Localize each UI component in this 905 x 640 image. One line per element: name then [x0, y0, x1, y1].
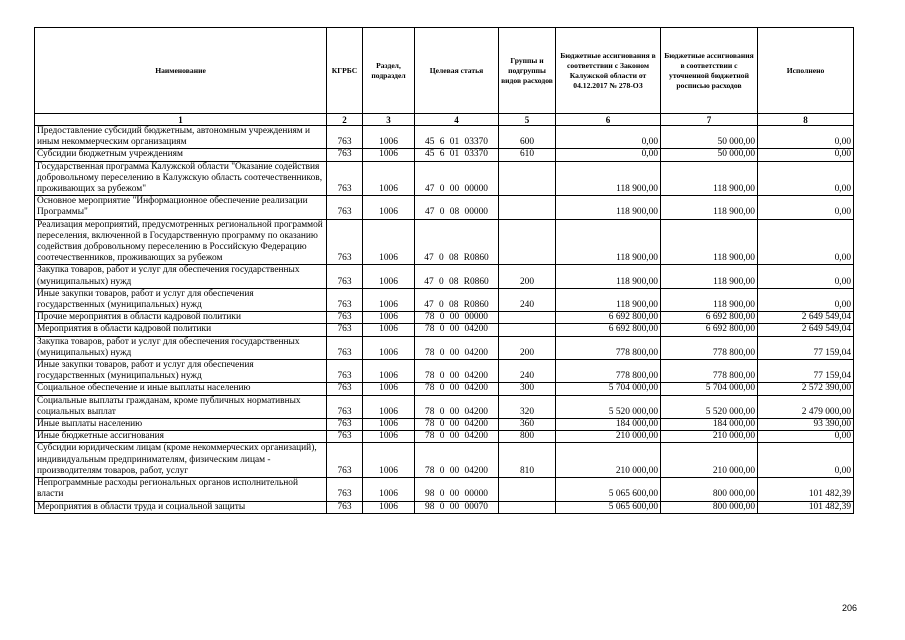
cell-kgrbs: 763 — [327, 149, 363, 161]
column-number: 4 — [415, 114, 499, 126]
cell-target: 78 0 00 04200 — [415, 419, 499, 431]
cell-target: 78 0 00 04200 — [415, 443, 499, 478]
cell-executed: 2 649 549,04 — [758, 312, 854, 324]
cell-budget-refined: 778 800,00 — [661, 360, 758, 383]
cell-budget-refined: 5 520 000,00 — [661, 395, 758, 418]
cell-budget-refined: 50 000,00 — [661, 126, 758, 149]
cell-executed: 77 159,04 — [758, 360, 854, 383]
table-row — [35, 478, 854, 501]
cell-budget-refined: 210 000,00 — [661, 443, 758, 478]
cell-name: Реализация мероприятий, предусмотренных региональной программой переселения, включенной в Государственную программу по оказанию содействия добровольному переселению в Российскую Федерацию соотечественников, проживающих за рубежом — [35, 219, 327, 265]
cell-section: 1006 — [363, 478, 415, 501]
cell-section: 1006 — [363, 360, 415, 383]
cell-target: 47 0 08 R0860 — [415, 288, 499, 311]
table-row — [35, 196, 854, 219]
cell-budget-law: 118 900,00 — [556, 161, 661, 196]
table-row — [35, 360, 854, 383]
cell-executed: 77 159,04 — [758, 336, 854, 359]
cell-budget-law: 6 692 800,00 — [556, 312, 661, 324]
cell-executed: 101 482,39 — [758, 478, 854, 501]
cell-name: Прочие мероприятия в области кадровой политики — [35, 312, 327, 324]
table-row — [35, 395, 854, 418]
cell-target: 47 0 08 00000 — [415, 196, 499, 219]
cell-budget-law: 5 704 000,00 — [556, 383, 661, 395]
table-row — [35, 431, 854, 443]
cell-target: 78 0 00 04200 — [415, 395, 499, 418]
cell-section: 1006 — [363, 126, 415, 149]
cell-budget-law: 118 900,00 — [556, 288, 661, 311]
cell-group — [499, 219, 556, 265]
header-group: Группы и подгруппы видов расходов — [499, 28, 556, 114]
cell-executed: 0,00 — [758, 219, 854, 265]
cell-target: 78 0 00 04200 — [415, 431, 499, 443]
cell-budget-law: 0,00 — [556, 149, 661, 161]
cell-budget-law: 778 800,00 — [556, 336, 661, 359]
cell-budget-refined: 184 000,00 — [661, 419, 758, 431]
cell-name: Мероприятия в области кадровой политики — [35, 324, 327, 336]
cell-group: 800 — [499, 431, 556, 443]
header-executed: Исполнено — [758, 28, 854, 114]
cell-section: 1006 — [363, 443, 415, 478]
cell-group — [499, 312, 556, 324]
table-row — [35, 501, 854, 513]
cell-budget-refined: 6 692 800,00 — [661, 324, 758, 336]
cell-section: 1006 — [363, 324, 415, 336]
cell-group: 200 — [499, 265, 556, 288]
cell-name: Иные выплаты населению — [35, 419, 327, 431]
cell-section: 1006 — [363, 312, 415, 324]
cell-group — [499, 478, 556, 501]
cell-name: Социальные выплаты гражданам, кроме публичных нормативных социальных выплат — [35, 395, 327, 418]
cell-kgrbs: 763 — [327, 288, 363, 311]
cell-target: 45 6 01 03370 — [415, 149, 499, 161]
cell-budget-law: 6 692 800,00 — [556, 324, 661, 336]
cell-kgrbs: 763 — [327, 395, 363, 418]
cell-section: 1006 — [363, 265, 415, 288]
cell-group: 610 — [499, 149, 556, 161]
cell-executed: 0,00 — [758, 431, 854, 443]
cell-executed: 2 479 000,00 — [758, 395, 854, 418]
cell-group — [499, 501, 556, 513]
cell-budget-law: 5 520 000,00 — [556, 395, 661, 418]
column-number: 7 — [661, 114, 758, 126]
cell-budget-refined: 778 800,00 — [661, 336, 758, 359]
cell-target: 78 0 00 04200 — [415, 336, 499, 359]
cell-target: 98 0 00 00000 — [415, 478, 499, 501]
cell-section: 1006 — [363, 431, 415, 443]
header-row — [35, 28, 854, 114]
cell-name: Закупка товаров, работ и услуг для обеспечения государственных (муниципальных) нужд — [35, 265, 327, 288]
column-number: 8 — [758, 114, 854, 126]
cell-budget-law: 184 000,00 — [556, 419, 661, 431]
cell-budget-law: 5 065 600,00 — [556, 501, 661, 513]
cell-group: 360 — [499, 419, 556, 431]
cell-budget-law: 210 000,00 — [556, 431, 661, 443]
cell-name: Закупка товаров, работ и услуг для обеспечения государственных (муниципальных) нужд — [35, 336, 327, 359]
header-name: Наименование — [35, 28, 327, 114]
cell-target: 78 0 00 04200 — [415, 324, 499, 336]
cell-budget-law: 778 800,00 — [556, 360, 661, 383]
cell-executed: 2 649 549,04 — [758, 324, 854, 336]
cell-group: 240 — [499, 360, 556, 383]
cell-executed: 0,00 — [758, 126, 854, 149]
cell-budget-refined: 118 900,00 — [661, 219, 758, 265]
table-row — [35, 443, 854, 478]
cell-name: Мероприятия в области труда и социальной защиты — [35, 501, 327, 513]
cell-budget-law: 118 900,00 — [556, 196, 661, 219]
column-number: 1 — [35, 114, 327, 126]
cell-target: 78 0 00 00000 — [415, 312, 499, 324]
table-row — [35, 219, 854, 265]
cell-group: 240 — [499, 288, 556, 311]
cell-kgrbs: 763 — [327, 360, 363, 383]
cell-section: 1006 — [363, 149, 415, 161]
column-number-row — [35, 114, 854, 126]
cell-budget-refined: 800 000,00 — [661, 478, 758, 501]
cell-name: Государственная программа Калужской области "Оказание содействия добровольному переселению в Калужскую область соотечественников, проживающих за рубежом" — [35, 161, 327, 196]
cell-section: 1006 — [363, 196, 415, 219]
cell-name: Субсидии юридическим лицам (кроме некоммерческих организаций), индивидуальным предпринимателям, физическим лицам - производителям товаров, работ, услуг — [35, 443, 327, 478]
cell-kgrbs: 763 — [327, 161, 363, 196]
cell-kgrbs: 763 — [327, 501, 363, 513]
cell-kgrbs: 763 — [327, 431, 363, 443]
cell-budget-law: 5 065 600,00 — [556, 478, 661, 501]
cell-executed: 0,00 — [758, 161, 854, 196]
header-target: Целевая статья — [415, 28, 499, 114]
cell-budget-law: 118 900,00 — [556, 219, 661, 265]
cell-name: Социальное обеспечение и иные выплаты населению — [35, 383, 327, 395]
cell-kgrbs: 763 — [327, 443, 363, 478]
cell-target: 45 6 01 03370 — [415, 126, 499, 149]
budget-table — [34, 27, 854, 514]
page-number: 206 — [841, 603, 857, 613]
cell-name: Основное мероприятие "Информационное обеспечение реализации Программы" — [35, 196, 327, 219]
header-budget-refined: Бюджетные ассигнования в соответствии с уточненной бюджетной росписью расходов — [661, 28, 758, 114]
cell-group — [499, 161, 556, 196]
cell-executed: 0,00 — [758, 443, 854, 478]
cell-budget-refined: 118 900,00 — [661, 161, 758, 196]
cell-section: 1006 — [363, 383, 415, 395]
cell-kgrbs: 763 — [327, 383, 363, 395]
cell-name: Субсидии бюджетным учреждениям — [35, 149, 327, 161]
cell-group: 200 — [499, 336, 556, 359]
table-row — [35, 312, 854, 324]
cell-budget-refined: 210 000,00 — [661, 431, 758, 443]
table-row — [35, 336, 854, 359]
cell-budget-law: 210 000,00 — [556, 443, 661, 478]
table-row — [35, 126, 854, 149]
cell-section: 1006 — [363, 288, 415, 311]
header-section: Раздел, подраздел — [363, 28, 415, 114]
cell-kgrbs: 763 — [327, 336, 363, 359]
cell-name: Предоставление субсидий бюджетным, автономным учреждениям и иным некоммерческим организациям — [35, 126, 327, 149]
column-number: 5 — [499, 114, 556, 126]
table-body — [35, 126, 854, 514]
cell-executed: 0,00 — [758, 288, 854, 311]
cell-target: 98 0 00 00070 — [415, 501, 499, 513]
cell-budget-refined: 118 900,00 — [661, 288, 758, 311]
cell-kgrbs: 763 — [327, 324, 363, 336]
cell-name: Непрограммные расходы региональных органов исполнительной власти — [35, 478, 327, 501]
cell-target: 47 0 08 R0860 — [415, 265, 499, 288]
header-kgrbs: КГРБС — [327, 28, 363, 114]
cell-kgrbs: 763 — [327, 419, 363, 431]
cell-section: 1006 — [363, 161, 415, 196]
cell-group — [499, 196, 556, 219]
header-budget-law: Бюджетные ассигнования в соответствии с Законом Калужской области от 04.12.2017 № 278-ОЗ — [556, 28, 661, 114]
column-number: 6 — [556, 114, 661, 126]
cell-budget-refined: 118 900,00 — [661, 265, 758, 288]
cell-group: 300 — [499, 383, 556, 395]
cell-budget-refined: 50 000,00 — [661, 149, 758, 161]
cell-section: 1006 — [363, 501, 415, 513]
cell-group: 600 — [499, 126, 556, 149]
cell-target: 78 0 00 04200 — [415, 383, 499, 395]
cell-name: Иные закупки товаров, работ и услуг для обеспечения государственных (муниципальных) нужд — [35, 288, 327, 311]
cell-executed: 101 482,39 — [758, 501, 854, 513]
cell-executed: 2 572 390,00 — [758, 383, 854, 395]
cell-kgrbs: 763 — [327, 219, 363, 265]
cell-budget-refined: 6 692 800,00 — [661, 312, 758, 324]
cell-kgrbs: 763 — [327, 126, 363, 149]
cell-section: 1006 — [363, 419, 415, 431]
cell-budget-refined: 800 000,00 — [661, 501, 758, 513]
cell-budget-refined: 118 900,00 — [661, 196, 758, 219]
cell-target: 78 0 00 04200 — [415, 360, 499, 383]
cell-group — [499, 324, 556, 336]
cell-section: 1006 — [363, 336, 415, 359]
cell-executed: 93 390,00 — [758, 419, 854, 431]
table-row — [35, 383, 854, 395]
cell-kgrbs: 763 — [327, 196, 363, 219]
cell-budget-refined: 5 704 000,00 — [661, 383, 758, 395]
column-number: 3 — [363, 114, 415, 126]
table-row — [35, 419, 854, 431]
table-row — [35, 161, 854, 196]
cell-target: 47 0 08 R0860 — [415, 219, 499, 265]
cell-target: 47 0 00 00000 — [415, 161, 499, 196]
cell-executed: 0,00 — [758, 149, 854, 161]
cell-group: 810 — [499, 443, 556, 478]
cell-group: 320 — [499, 395, 556, 418]
cell-name: Иные бюджетные ассигнования — [35, 431, 327, 443]
column-number: 2 — [327, 114, 363, 126]
cell-executed: 0,00 — [758, 196, 854, 219]
table-row — [35, 149, 854, 161]
cell-section: 1006 — [363, 395, 415, 418]
cell-kgrbs: 763 — [327, 312, 363, 324]
cell-executed: 0,00 — [758, 265, 854, 288]
cell-kgrbs: 763 — [327, 265, 363, 288]
table-row — [35, 288, 854, 311]
cell-budget-law: 0,00 — [556, 126, 661, 149]
cell-section: 1006 — [363, 219, 415, 265]
cell-name: Иные закупки товаров, работ и услуг для обеспечения государственных (муниципальных) нужд — [35, 360, 327, 383]
table-row — [35, 265, 854, 288]
table-row — [35, 324, 854, 336]
cell-kgrbs: 763 — [327, 478, 363, 501]
cell-budget-law: 118 900,00 — [556, 265, 661, 288]
